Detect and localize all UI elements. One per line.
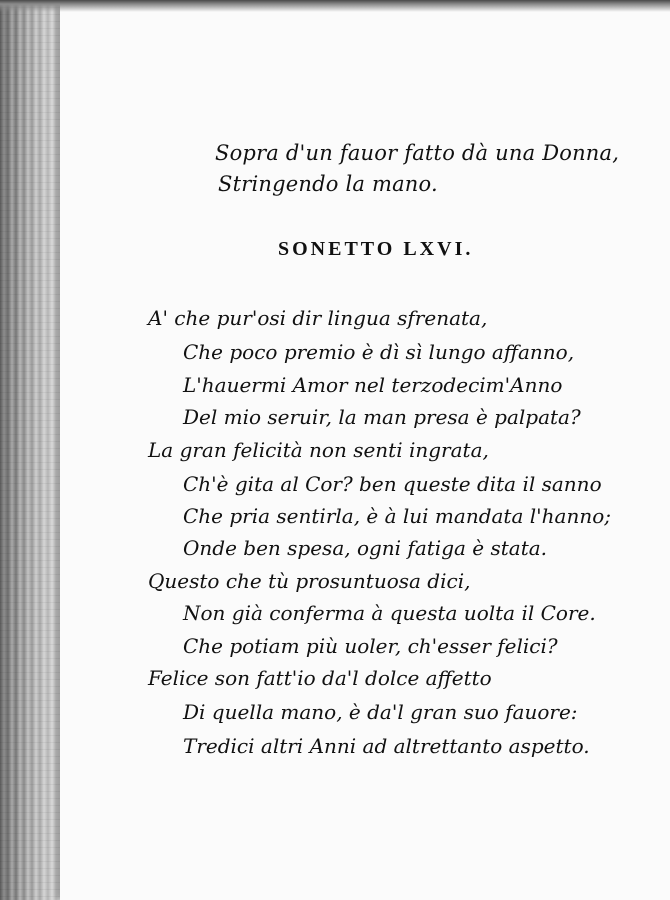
verse-line-5: La gran felicità non senti ingrata, [148, 438, 489, 462]
verse-line-4: Del mio seruir, la man presa è palpata? [183, 405, 581, 429]
verse-line-1: A' che pur'osi dir lingua sfrenata, [148, 306, 488, 330]
verse-line-2: Che poco premio è dì sì lungo affanno, [183, 340, 575, 364]
verse-line-8: Onde ben spesa, ogni fatiga è stata. [183, 536, 548, 560]
heading-line-2: Stringendo la mano. [218, 172, 438, 196]
verse-line-7: Che pria sentirla, è à lui mandata l'hanno; [183, 504, 611, 528]
heading-line-1: Sopra d'un fauor fatto dà una Donna, [215, 141, 620, 165]
verse-line-14: Tredici altri Anni ad altrettanto aspetto. [183, 734, 590, 758]
sonnet-title: SONETTO LXVI. [278, 238, 474, 260]
verse-line-12: Felice son fatt'io da'l dolce affetto [148, 666, 492, 690]
verse-line-11: Che potiam più uoler, ch'esser felici? [183, 634, 558, 658]
verse-line-13: Di quella mano, è da'l gran suo fauore: [183, 700, 578, 724]
verse-line-6: Ch'è gita al Cor? ben queste dita il sanno [183, 472, 602, 496]
verse-line-9: Questo che tù prosuntuosa dici, [148, 569, 471, 593]
verse-line-3: L'hauermi Amor nel terzodecim'Anno [183, 373, 563, 397]
verse-line-10: Non già conferma à questa uolta il Core. [183, 601, 596, 625]
